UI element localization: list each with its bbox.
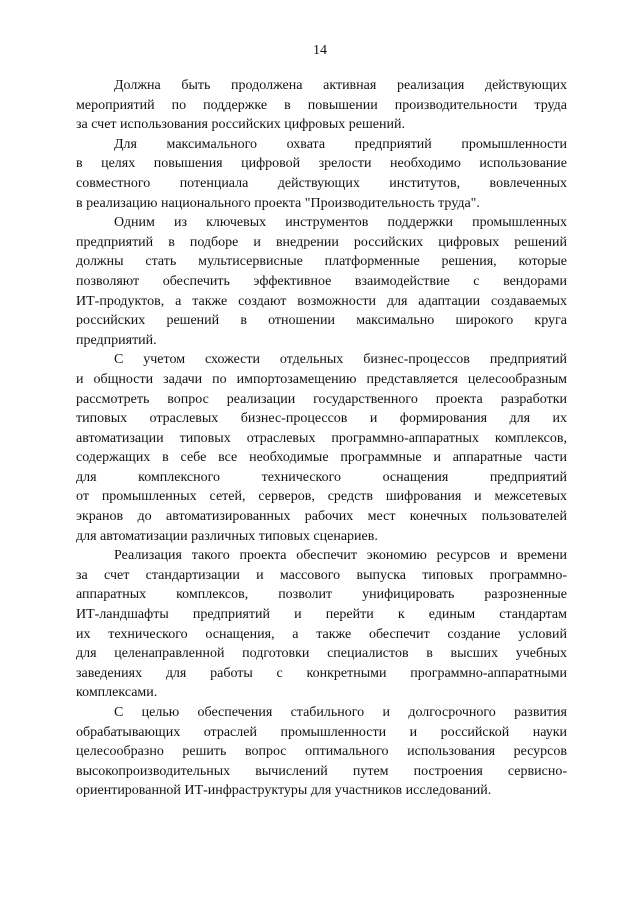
text-line: предприятий в подборе и внедрении российских цифровых решений bbox=[76, 234, 567, 250]
text-line: обрабатывающих отраслей промышленности и российской науки bbox=[76, 724, 567, 740]
text-line: целесообразно решить вопрос оптимального использования ресурсов bbox=[76, 744, 567, 760]
text-line: для комплексного технического оснащения предприятий bbox=[76, 469, 567, 485]
text-line: должны стать мультисервисные платформенные решения, которые bbox=[76, 254, 567, 270]
paragraph bbox=[76, 135, 567, 213]
text-line: за счет стандартизации и массового выпуска типовых программно- bbox=[76, 567, 567, 583]
paragraph bbox=[76, 703, 567, 801]
text-line: рассмотреть вопрос реализации государственного проекта разработки bbox=[76, 391, 567, 407]
text-line: для автоматизации различных типовых сценариев. bbox=[76, 528, 378, 544]
text-line: автоматизации типовых отраслевых программно-аппаратных комплексов, bbox=[76, 430, 567, 446]
text-line: содержащих в себе все необходимые программные и аппаратные части bbox=[76, 450, 567, 466]
text-line: для целенаправленной подготовки специалистов в высших учебных bbox=[76, 646, 567, 662]
text-line: в целях повышения цифровой зрелости необходимо использование bbox=[76, 156, 567, 172]
text-line: Для максимального охвата предприятий промышленности bbox=[114, 136, 567, 152]
text-line: предприятий. bbox=[76, 332, 157, 348]
text-line: заведениях для работы с конкретными программно-аппаратными bbox=[76, 665, 567, 681]
text-line: комплексами. bbox=[76, 685, 158, 701]
text-line: за счет использования российских цифровых решений. bbox=[76, 117, 405, 133]
text-line: аппаратных комплексов, позволит унифицировать разрозненные bbox=[76, 587, 567, 603]
body-text bbox=[76, 76, 567, 801]
text-line: Должна быть продолжена активная реализация действующих bbox=[114, 78, 567, 93]
paragraph bbox=[76, 213, 567, 350]
text-line: российских решений в отношении максимально широкого круга bbox=[76, 313, 567, 329]
text-line: и общности задачи по импортозамещению представляется целесообразным bbox=[76, 371, 567, 387]
text-line: высокопроизводительных вычислений путем построения сервисно- bbox=[76, 763, 567, 779]
text-line: в реализацию национального проекта "Производительность труда". bbox=[76, 195, 480, 211]
page-number: 14 bbox=[313, 43, 327, 58]
text-line: экранов до автоматизированных рабочих мест конечных пользователей bbox=[76, 509, 567, 525]
text-line: их технического оснащения, а также обеспечит создание условий bbox=[76, 626, 567, 642]
text-line: ИТ-ландшафты предприятий и перейти к единым стандартам bbox=[76, 607, 567, 623]
paragraph bbox=[76, 76, 567, 135]
text-line: ИТ-продуктов, а также создают возможности для адаптации создаваемых bbox=[76, 293, 567, 309]
text-line: С целью обеспечения стабильного и долгосрочного развития bbox=[114, 705, 567, 720]
text-line: позволяют обеспечить эффективное взаимодействие с вендорами bbox=[76, 273, 567, 289]
paragraph bbox=[76, 350, 567, 546]
text-line: от промышленных сетей, серверов, средств шифрования и межсетевых bbox=[76, 489, 567, 505]
text-line: Реализация такого проекта обеспечит экономию ресурсов и времени bbox=[114, 548, 567, 564]
text-line: ориентированной ИТ-инфраструктуры для участников исследований. bbox=[76, 783, 492, 799]
text-line: мероприятий по поддержке в повышении производительности труда bbox=[76, 97, 567, 113]
text-line: Одним из ключевых инструментов поддержки промышленных bbox=[114, 215, 567, 231]
text-line: совместного потенциала действующих институтов, вовлеченных bbox=[76, 175, 567, 191]
text-line: типовых отраслевых бизнес-процессов и формирования для их bbox=[76, 411, 567, 427]
text-line: С учетом схожести отдельных бизнес-процессов предприятий bbox=[114, 352, 567, 368]
paragraph bbox=[76, 546, 567, 703]
